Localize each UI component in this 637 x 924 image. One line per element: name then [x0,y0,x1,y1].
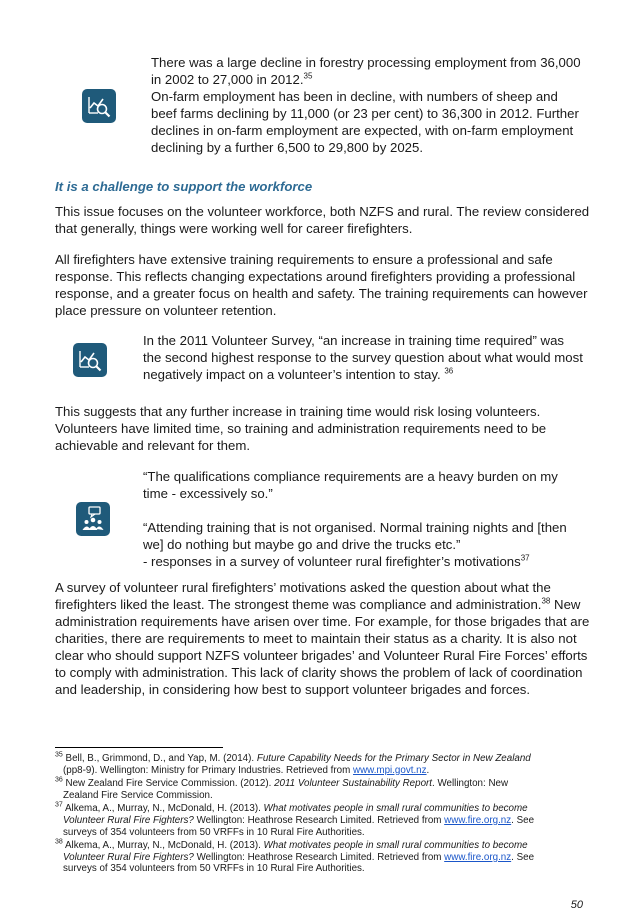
text-line: In the 2011 Volunteer Survey, “an increase in training time required” was [143,333,565,348]
footnote-ref[interactable]: 37 [520,553,530,563]
text-span: Wellington: Heathrose Research Limited. Retrieved from [193,814,445,826]
text-span: . [426,764,430,776]
footnote-36 [55,778,600,801]
text-line: clear who should support NZFS volunteer brigades’ and Volunteer Rural Fire Forces’ efforts [55,648,588,663]
stat-block-survey [143,332,593,383]
text-line: Volunteers have limited time, so training and administration requirements need to be [55,421,547,436]
text-line: This issue focuses on the volunteer workforce, both NZFS and rural. The review considered [55,204,590,219]
footnote-35 [55,753,600,776]
footnote-title: Volunteer Rural Fire Fighters? [63,851,194,863]
paragraph-workforce [55,203,595,237]
footnote-link[interactable]: www.fire.org.nz [444,814,512,826]
text-line: achievable and relevant for them. [55,438,250,453]
quote-block-responses [143,468,593,570]
page-number: 50 [570,899,583,911]
footnote-number: 37 [55,802,63,810]
text-span: Wellington: Heathrose Research Limited. Retrieved from [193,851,445,863]
footnote-title: Volunteer Rural Fire Fighters? [63,814,194,826]
text-line: place pressure on volunteer retention. [55,303,277,318]
footnote-number: 36 [55,776,63,784]
text-line: All firefighters have extensive training requirements to ensure a professional and safe [55,252,553,267]
footnote-divider [55,747,223,748]
text-line: response, and a greater focus on health and safety. The training requirements can however [55,286,588,301]
text-line: “The qualifications compliance requirements are a heavy burden on my [143,469,558,484]
text-line [55,778,600,790]
text-line: charities, there are requirements to meet to maintain their status as a charity. It is also not [55,631,577,646]
spacer [143,502,593,519]
footnote-title: What motivates people in small rural communities to become [263,803,528,815]
text-line: On-farm employment has been in decline, with numbers of sheep and [151,89,558,104]
text-line: surveys of 354 volunteers from 50 VRFFs in 10 Rural Fire Authorities. [63,863,365,875]
text-line [55,815,600,827]
chart-magnifier-icon [73,343,107,377]
text-span: . Wellington: New [432,778,509,790]
text-line: “Attending training that is not organised. Normal training nights and [then [143,520,567,535]
footnote-ref[interactable]: 35 [303,71,313,81]
chart-magnifier-icon [82,89,116,123]
footnote-37 [55,803,600,838]
text-line: Zealand Fire Service Commission. [63,789,213,801]
text-line: response. This reflects changing expectations around firefighters providing a professional [55,269,576,284]
text-span: . See [511,851,535,863]
text-line [143,553,593,570]
text-line [55,803,600,815]
text-span: Alkema, A., Murray, N., McDonald, H. (2013). [64,840,264,852]
paragraph-suggests [55,403,595,454]
text-span: negatively impact on a volunteer’s intention to stay. [143,367,441,382]
text-span: New Zealand Fire Service Commission. (2012). [65,778,275,790]
text-span: - responses in a survey of volunteer rural firefighter’s motivations [143,554,521,569]
text-line: we] do nothing but maybe go and drive the trucks etc.” [143,537,461,552]
text-line: declines in on-farm employment are expected, with on-farm employment [151,123,574,138]
footnote-ref[interactable]: 36 [444,366,454,376]
text-line [151,71,591,88]
text-span: New [550,597,581,612]
text-line [55,753,600,765]
footnote-number: 38 [55,838,63,846]
text-line: surveys of 354 volunteers from 50 VRFFs in 10 Rural Fire Authorities. [63,826,365,838]
text-line [55,840,600,852]
footnotes [55,753,600,875]
text-line [55,765,600,777]
text-line: This suggests that any further increase in training time would risk losing volunteers. [55,404,541,419]
footnote-title: What motivates people in small rural communities to become [263,840,528,852]
text-line: administration requirements have arisen over time. For example, for those brigades that are [55,614,590,629]
text-line: beef farms declining by 11,000 (or 23 per cent) to 36,300 in 2012. Further [151,106,579,121]
text-span: (pp8-9). Wellington: Ministry for Primary Industries. Retrieved from [63,764,354,776]
text-line: declining by a further 6,500 to 29,800 by 2025. [151,140,424,155]
text-line: time - excessively so.” [143,486,273,501]
text-span: . See [511,814,535,826]
footnote-link[interactable]: www.mpi.govt.nz [353,764,427,776]
footnote-ref[interactable]: 38 [541,596,551,606]
footnote-number: 35 [55,751,63,759]
paragraph-training [55,251,595,319]
footnote-38 [55,840,600,875]
text-span: in 2002 to 27,000 in 2012. [151,72,304,87]
text-line: to comply with administration. This lack of clarity shows the problem of lack of coordination [55,665,583,680]
footnote-title: Future Capability Needs for the Primary Sector in New Zealand [256,753,531,764]
footnote-title: 2011 Volunteer Sustainability Report [274,778,432,790]
text-line: and leadership, in considering how best to support volunteer brigades and forces. [55,682,531,697]
text-span: firefighters liked the least. The strongest theme was compliance and administration. [55,597,542,612]
group-speech-icon [76,502,110,536]
text-line: the second highest response to the survey question about what would most [143,350,583,365]
text-line: There was a large decline in forestry processing employment from 36,000 [151,55,581,70]
section-heading: It is a challenge to support the workforce [55,179,313,194]
text-line [143,366,593,383]
text-span: Alkema, A., Murray, N., McDonald, H. (2013). [64,803,264,815]
text-line [55,596,600,613]
text-line [55,852,600,864]
paragraph-motivations [55,579,600,698]
text-line: that generally, things were working well for career firefighters. [55,221,413,236]
footnote-link[interactable]: www.fire.org.nz [444,851,512,863]
text-line: A survey of volunteer rural firefighters’ motivations asked the question about what the [55,580,551,595]
stat-block-employment [151,54,591,156]
text-span: Bell, B., Grimmond, D., and Yap, M. (2014). [65,753,257,764]
